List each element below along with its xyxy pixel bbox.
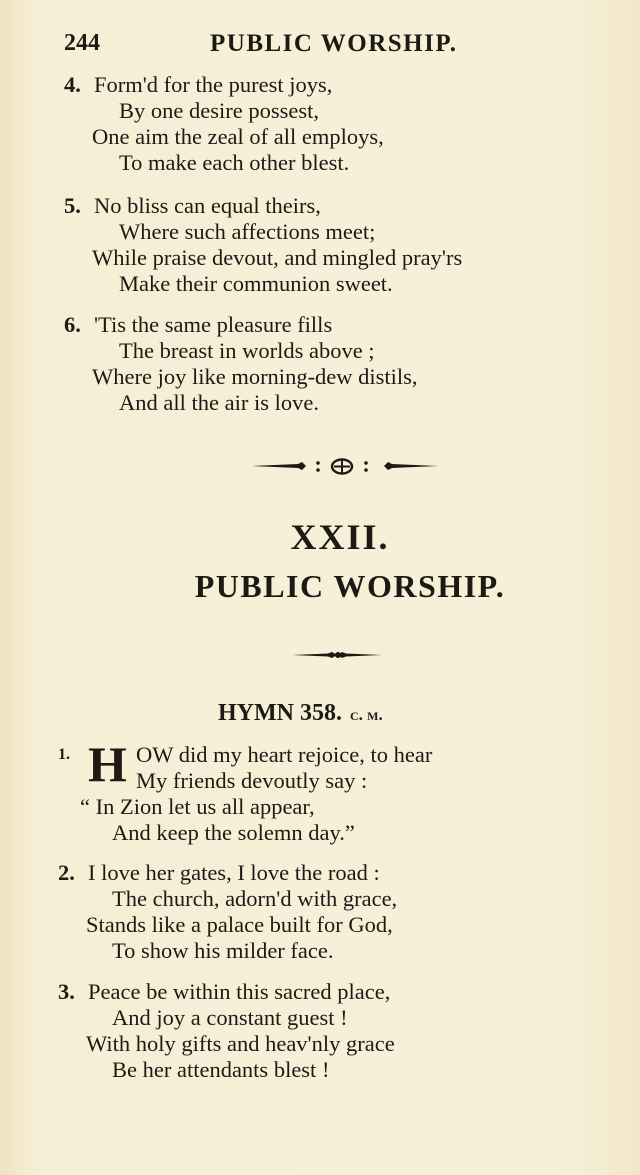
verse-line: Make their communion sweet. [119,271,393,296]
drop-capital: H [88,736,127,792]
verse-line: OW did my heart rejoice, to hear [136,742,433,767]
verse-line: Peace be within this sacred place, [88,979,391,1004]
stanza-number: 2. [58,860,75,885]
verse-line: While praise devout, and mingled pray'rs [92,245,463,270]
stanza-5 [64,193,584,297]
stanza-number: 4. [64,72,81,97]
hymn-stanza-1 [58,736,578,846]
section-title: PUBLIC WORSHIP. [194,568,506,604]
verse-line: To show his milder face. [112,938,334,963]
hymn-heading [218,700,383,727]
verse-line: With holy gifts and heav'nly grace [86,1031,395,1056]
verse-line: Where such affections meet; [119,219,376,244]
page-number: 244 [64,30,100,56]
running-title: PUBLIC WORSHIP. [210,30,458,57]
verse-line: And all the air is love. [119,390,319,415]
hymn-number: HYMN 358. [218,700,342,726]
hymn-stanza-2 [58,860,578,964]
verse-line: The church, adorn'd with grace, [112,886,398,911]
verse-line: I love her gates, I love the road : [88,860,380,885]
verse-line: “ In Zion let us all appear, [80,794,315,819]
verse-line: And joy a constant guest ! [112,1005,348,1030]
stanza-number: 6. [64,312,81,337]
stanza-number: 3. [58,979,75,1004]
stanza-6 [64,312,584,416]
verse-line: To make each other blest. [119,150,350,175]
verse-line: Where joy like morning-dew distils, [92,364,418,389]
page-header [64,30,484,62]
verse-line: Be her attendants blest ! [112,1057,330,1082]
verse-line: One aim the zeal of all employs, [92,124,384,149]
verse-line: 'Tis the same pleasure fills [94,312,333,337]
ornament-divider [250,455,440,477]
verse-line: The breast in worlds above ; [119,338,375,363]
verse-line: Form'd for the purest joys, [94,72,333,97]
hymn-meter: c. m. [349,705,383,724]
verse-line: No bliss can equal theirs, [94,193,321,218]
verse-line: Stands like a palace built for God, [86,912,393,937]
section-number: XXII. [290,517,390,557]
hymn-stanza-3 [58,979,578,1083]
verse-line: By one desire possest, [119,98,319,123]
small-rule-ornament [292,648,382,662]
stanza-4 [64,72,584,176]
stanza-number: 1. [58,746,70,763]
verse-line: My friends devoutly say : [136,768,368,793]
verse-line: And keep the solemn day.” [112,820,355,845]
stanza-number: 5. [64,193,81,218]
